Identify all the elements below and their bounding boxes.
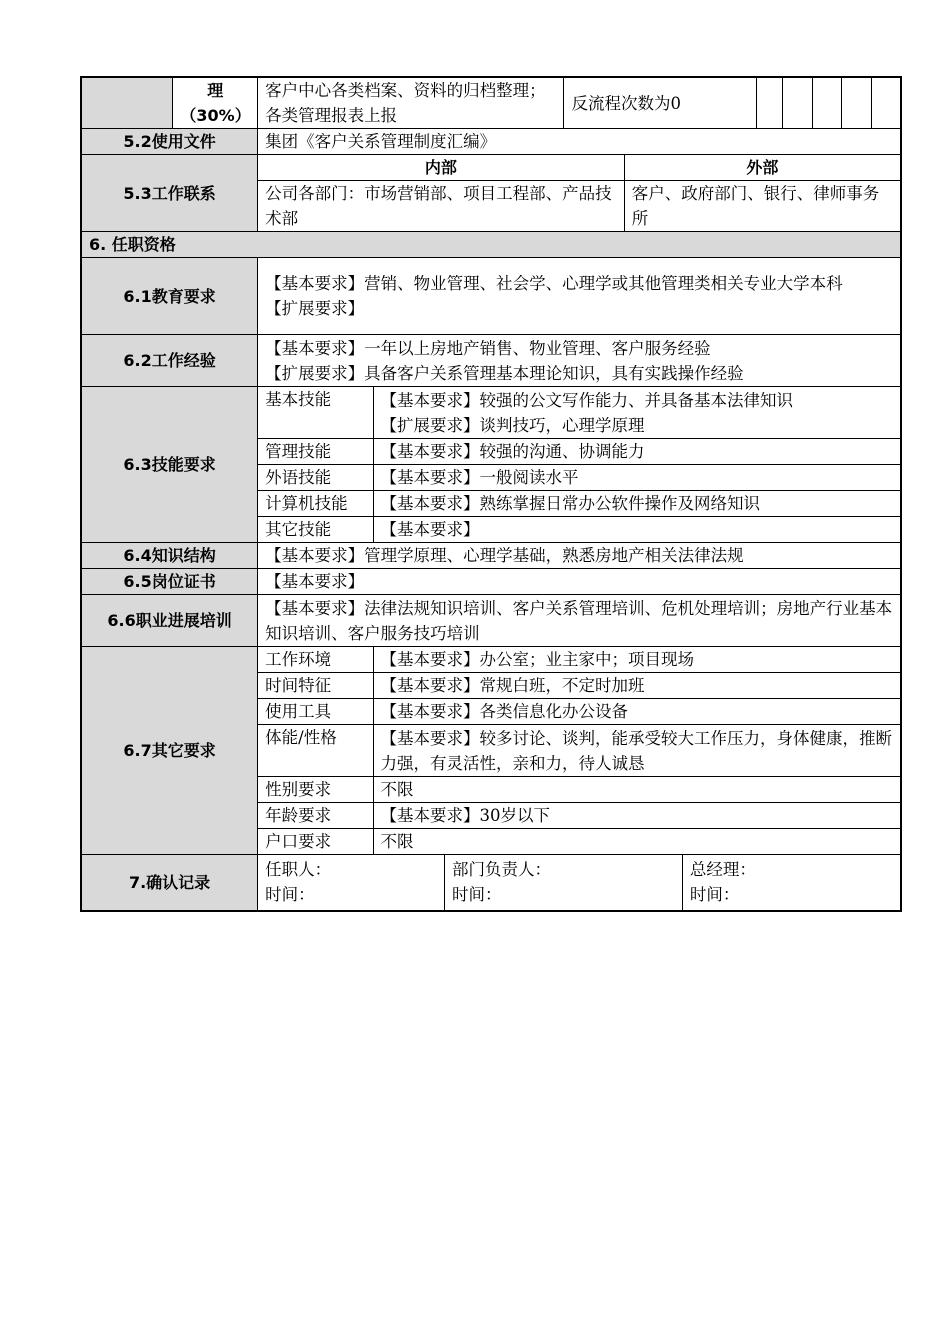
value-external: 客户、政府部门、银行、律师事务所 <box>624 181 901 232</box>
label-6-4: 6.4知识结构 <box>81 543 258 569</box>
value-6-1: 【基本要求】营销、物业管理、社会学、心理学或其他管理类相关专业大学本科 【扩展要求】 <box>258 258 901 335</box>
row-top-score-2 <box>782 77 812 129</box>
other-req-name: 时间特征 <box>258 673 373 699</box>
row-6-5 <box>81 569 901 595</box>
label-5-2: 5.2使用文件 <box>81 129 258 155</box>
value-5-2: 集团《客户关系管理制度汇编》 <box>258 129 901 155</box>
other-req-name: 体能/性格 <box>258 725 373 777</box>
sign-dept-head: 部门负责人： 时间： <box>445 855 683 911</box>
row-7 <box>81 855 901 911</box>
row-top-score-1 <box>757 77 783 129</box>
other-req-value: 【基本要求】30岁以下 <box>373 803 901 829</box>
value-6-5: 【基本要求】 <box>258 569 901 595</box>
row-top-score-4 <box>842 77 872 129</box>
value-6-2: 【基本要求】一年以上房地产销售、物业管理、客户服务经验 【扩展要求】具备客户关系管理基本理论知识，具有实践操作经验 <box>258 335 901 387</box>
row-6-1 <box>81 258 901 335</box>
sign-gm: 总经理： 时间： <box>682 855 901 911</box>
skill-name: 计算机技能 <box>258 491 373 517</box>
other-req-name: 使用工具 <box>258 699 373 725</box>
label-5-3: 5.3工作联系 <box>81 155 258 232</box>
value-6-4: 【基本要求】管理学原理、心理学基础，熟悉房地产相关法律法规 <box>258 543 901 569</box>
label-6-2: 6.2工作经验 <box>81 335 258 387</box>
row-6-7-env <box>81 647 901 673</box>
job-description-page <box>80 76 902 912</box>
other-req-name: 工作环境 <box>258 647 373 673</box>
sign-employee: 任职人： 时间： <box>258 855 445 911</box>
label-6-3: 6.3技能要求 <box>81 387 258 543</box>
skill-value: 【基本要求】熟练掌握日常办公软件操作及网络知识 <box>373 491 901 517</box>
skill-value: 【基本要求】一般阅读水平 <box>373 465 901 491</box>
other-req-value: 不限 <box>373 829 901 855</box>
section-6-title: 6. 任职资格 <box>81 232 901 258</box>
skill-value: 【基本要求】 <box>373 517 901 543</box>
other-req-name: 年龄要求 <box>258 803 373 829</box>
header-external: 外部 <box>624 155 901 181</box>
row-top-score-5 <box>871 77 901 129</box>
label-6-6: 6.6职业进展培训 <box>81 595 258 647</box>
skill-name: 基本技能 <box>258 387 373 439</box>
label-6-7: 6.7其它要求 <box>81 647 258 855</box>
other-req-value: 不限 <box>373 777 901 803</box>
row-5-2 <box>81 129 901 155</box>
row-5-3-header <box>81 155 901 181</box>
row-top-standard: 反流程次数为0 <box>564 77 757 129</box>
other-req-name: 户口要求 <box>258 829 373 855</box>
row-top-blank-cell <box>81 77 173 129</box>
skill-name: 管理技能 <box>258 439 373 465</box>
row-top-score-3 <box>812 77 842 129</box>
row-6-6 <box>81 595 901 647</box>
other-req-value: 【基本要求】常规白班，不定时加班 <box>373 673 901 699</box>
skill-value: 【基本要求】较强的公文写作能力、并具备基本法律知识 【扩展要求】谈判技巧，心理学原理 <box>373 387 901 439</box>
label-7: 7.确认记录 <box>81 855 258 911</box>
value-6-6: 【基本要求】法律法规知识培训、客户关系管理培训、危机处理培训；房地产行业基本知识培训、客户服务技巧培训 <box>258 595 901 647</box>
other-req-value: 【基本要求】各类信息化办公设备 <box>373 699 901 725</box>
row-6-3-basic <box>81 387 901 439</box>
label-6-1: 6.1教育要求 <box>81 258 258 335</box>
value-internal: 公司各部门：市场营销部、项目工程部、产品技术部 <box>258 181 625 232</box>
row-top-label: 理 （30%） <box>173 77 258 129</box>
skill-name: 其它技能 <box>258 517 373 543</box>
skill-name: 外语技能 <box>258 465 373 491</box>
row-top-duty: 客户中心各类档案、资料的归档整理；各类管理报表上报 <box>258 77 564 129</box>
row-6-2 <box>81 335 901 387</box>
other-req-name: 性别要求 <box>258 777 373 803</box>
other-req-value: 【基本要求】较多讨论、谈判，能承受较大工作压力，身体健康，推断力强，有灵活性，亲和力，待人诚恳 <box>373 725 901 777</box>
row-archive-duty <box>81 77 901 129</box>
label-6-5: 6.5岗位证书 <box>81 569 258 595</box>
row-6-4 <box>81 543 901 569</box>
skill-value: 【基本要求】较强的沟通、协调能力 <box>373 439 901 465</box>
header-internal: 内部 <box>258 155 625 181</box>
other-req-value: 【基本要求】办公室；业主家中；项目现场 <box>373 647 901 673</box>
job-qualification-table <box>80 76 902 912</box>
row-6-title <box>81 232 901 258</box>
